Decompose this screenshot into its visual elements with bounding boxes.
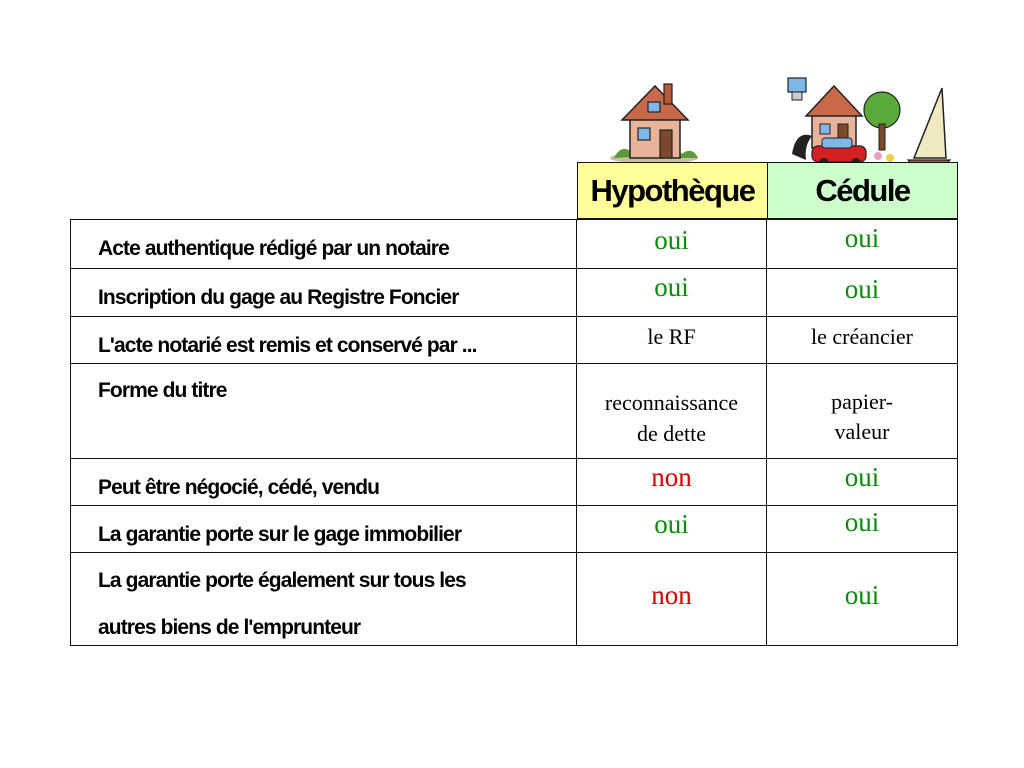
hypotheque-value <box>577 506 767 552</box>
hypotheque-value-line1: reconnaissance <box>604 390 739 415</box>
cedule-value-line2: valeur <box>834 419 890 444</box>
hypotheque-value <box>577 459 767 505</box>
row-label-text: Peut être négocié, cédé, vendu <box>98 476 380 499</box>
table-row <box>71 316 957 363</box>
table-row <box>71 220 957 268</box>
row-label <box>71 506 577 552</box>
hypotheque-value <box>577 364 767 458</box>
row-label <box>71 220 577 268</box>
cedule-value <box>767 364 957 458</box>
row-label <box>71 459 577 505</box>
cedule-value-text: oui <box>844 223 880 253</box>
row-label <box>71 269 577 316</box>
hypotheque-value-text: oui <box>654 509 689 539</box>
cedule-value-text: oui <box>844 580 880 610</box>
hypotheque-value-line2: de dette <box>636 421 707 446</box>
hypotheque-value-text: oui <box>654 272 689 302</box>
hypotheque-value <box>577 317 767 363</box>
cedule-value-text: oui <box>844 507 880 537</box>
row-label-text: L'acte notarié est remis et conservé par ... <box>98 334 477 357</box>
table-row <box>71 552 957 645</box>
row-label <box>71 364 577 458</box>
hypotheque-value-text: le RF <box>647 324 696 349</box>
hypotheque-value <box>577 220 767 268</box>
table-row <box>71 505 957 552</box>
house-car-boat-clipart-icon <box>782 74 952 170</box>
cedule-value-text: oui <box>844 462 880 492</box>
row-label <box>71 317 577 363</box>
row-label-text: Forme du titre <box>98 379 227 402</box>
cedule-value-text: le créancier <box>811 324 913 349</box>
cedule-value-line1: papier- <box>831 389 893 414</box>
row-label <box>71 553 577 645</box>
comparison-table <box>70 219 958 646</box>
hypotheque-value-text: non <box>651 580 692 610</box>
hypotheque-value <box>577 553 767 645</box>
header-cedule: Cédule <box>767 162 958 219</box>
row-label-text: Inscription du gage au Registre Foncier <box>98 286 459 309</box>
row-label-text: La garantie porte sur le gage immobilier <box>98 523 462 546</box>
house-clipart-icon <box>604 74 708 166</box>
cedule-value <box>767 269 957 316</box>
cedule-value <box>767 317 957 363</box>
row-label-text: Acte authentique rédigé par un notaire <box>98 237 449 260</box>
hypotheque-value-text: oui <box>654 225 689 255</box>
cedule-value-text: oui <box>844 274 880 304</box>
header-hypotheque: Hypothèque <box>577 162 768 219</box>
row-label-line1: La garantie porte également sur tous les <box>98 569 466 592</box>
cedule-value <box>767 553 957 645</box>
cedule-value <box>767 506 957 552</box>
row-label-line2: autres biens de l'emprunteur <box>98 616 361 639</box>
table-row <box>71 268 957 316</box>
cedule-value <box>767 220 957 268</box>
hypotheque-value-text: non <box>651 462 692 492</box>
table-row <box>71 458 957 505</box>
cedule-value <box>767 459 957 505</box>
table-row <box>71 363 957 458</box>
hypotheque-value <box>577 269 767 316</box>
